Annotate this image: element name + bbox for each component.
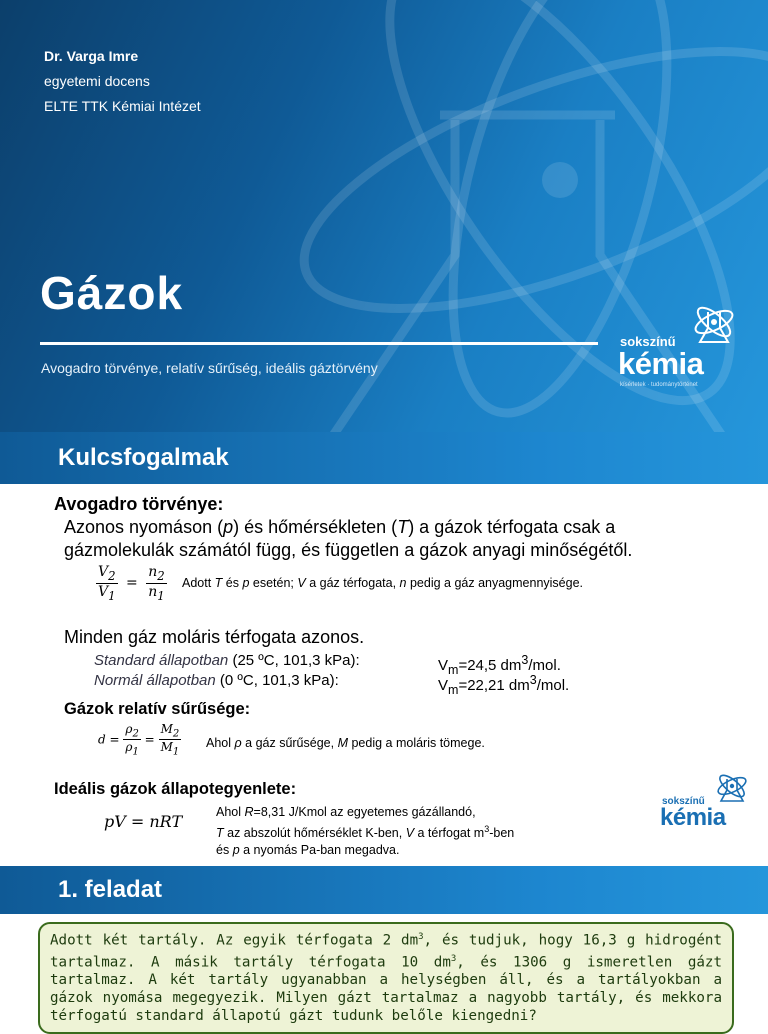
molar-norm-cond: (0 ºC, 101,3 kPa): — [215, 672, 339, 689]
ig-l2sup: 3 — [484, 824, 490, 834]
f-n1s: 1 — [157, 588, 165, 603]
rd-M2: M — [160, 722, 173, 736]
logo-line2: kémia — [618, 346, 704, 381]
logo-line1: sokszínű — [620, 334, 676, 349]
molar-norm-unit: /mol. — [536, 677, 570, 694]
avogadro-formula — [96, 564, 167, 603]
task1-text-3: , és 1306 g ismeretlen gázt tartalmaz. A két tartály ugyanabban a helységben áll, és a tartályokban a gázok nyomása megegyezik. Milyen gázt tartalmaz a nagyobb tartály, és mekkora térfogatú standard állapotú gázt tudunk belőle kiengedni? — [50, 954, 722, 1025]
logo-small-line2: kémia — [660, 804, 726, 831]
rd-eq1: = — [109, 732, 120, 747]
rd-note-c: pedig a moláris tömege. — [348, 736, 485, 750]
molar-std-cond: (25 ºC, 101,3 kPa): — [228, 652, 360, 669]
molar-std-rest: =24,5 dm — [458, 657, 522, 674]
author-block — [44, 44, 201, 119]
ideal-gas-heading: Ideális gázok állapotegyenlete: — [54, 780, 297, 798]
sokszinu-kemia-logo — [616, 300, 736, 392]
f-n2s: 2 — [157, 568, 165, 583]
avogadro-text — [64, 516, 754, 562]
rd-M1: M — [160, 740, 173, 755]
molar-norm-rest: =22,21 dm — [458, 677, 530, 694]
note-c: esetén; — [249, 576, 298, 590]
avogadro-text-a: Azonos nyomáson ( — [64, 517, 224, 537]
note-d: a gáz térfogata, — [305, 576, 400, 590]
section-header-key-concepts — [0, 432, 768, 484]
logo-tagline: kísérletek · tudománytörténet — [620, 382, 698, 388]
note-n: n — [399, 576, 407, 590]
ig-l2b: a térfogat m — [414, 826, 485, 841]
note-a: Adott — [182, 576, 215, 590]
rd-M2s: 2 — [172, 728, 180, 740]
rd-eq2: = — [144, 732, 155, 747]
ideal-gas-formula: pV = nRT — [104, 812, 183, 831]
section-header-task1 — [0, 866, 768, 914]
molar-standard-row — [94, 650, 360, 671]
molar-std-v: V — [438, 657, 449, 674]
author-name: Dr. Varga Imre — [44, 48, 139, 64]
note-b: és — [222, 576, 243, 590]
f-eq: = — [126, 575, 138, 592]
molar-norm-label: Normál állapotban — [94, 672, 216, 689]
rd-note-M: M — [337, 736, 348, 750]
ig-l2c: -ben — [489, 826, 515, 841]
ig-l2V: V — [405, 826, 415, 841]
ideal-gas-note — [216, 804, 514, 859]
ig-l1b: =8,31 J/Kmol az egyetemes gázállandó, — [253, 805, 476, 819]
note-p: p — [242, 576, 250, 590]
title-divider — [40, 342, 598, 345]
avogadro-var-T: T — [397, 517, 409, 537]
rd-note-b: a gáz sűrűsége, — [241, 736, 338, 750]
page-subtitle: Avogadro törvénye, relatív sűrűség, ideális gáztörvény — [41, 360, 378, 376]
page-title: Gázok — [40, 267, 184, 319]
logo-small-line1: sokszínű — [662, 796, 705, 807]
relative-density-heading: Gázok relatív sűrűsége: — [64, 700, 251, 718]
relative-density-note — [206, 736, 485, 750]
f-v2: V — [98, 564, 109, 580]
section-title-task1: 1. feladat — [58, 876, 163, 903]
task1-text-2: , és tudjuk, hogy 16,3 g hidrogént tartalmaz. A másik tartály térfogata 10 dm — [50, 932, 722, 971]
f-n1: n — [148, 583, 158, 600]
cover-hero — [0, 0, 768, 432]
rd-d: d — [98, 732, 106, 747]
avogadro-text-c: ) a gázok térfogata csak a — [408, 517, 616, 537]
rd-rho1: ρ — [125, 740, 133, 755]
molar-norm-v: V — [438, 677, 449, 694]
ig-l3p: p — [232, 843, 240, 858]
f-v1: V — [98, 583, 109, 600]
rd-M1s: 1 — [172, 746, 180, 758]
avogadro-note — [182, 576, 583, 590]
section-title-key-concepts: Kulcsfogalmak — [58, 444, 229, 471]
avogadro-var-p: p — [223, 517, 234, 537]
ig-l3a: és — [216, 843, 233, 858]
molar-norm-sup: 3 — [529, 673, 537, 687]
ig-l2T: T — [216, 826, 224, 841]
author-role: egyetemi docens — [44, 73, 150, 89]
f-v2s: 2 — [108, 568, 116, 583]
molar-norm-sub: m — [448, 683, 459, 697]
rd-note-rho: ρ — [234, 736, 242, 750]
note-e: pedig a gáz anyagmennyisége. — [406, 576, 583, 590]
avogadro-heading: Avogadro törvénye: — [54, 494, 224, 514]
rd-rho1s: 1 — [132, 746, 139, 758]
rd-rho2s: 2 — [132, 728, 139, 740]
f-v1s: 1 — [108, 588, 116, 603]
f-n2: n — [148, 564, 158, 580]
rd-rho2: ρ — [125, 722, 133, 736]
molar-normal-row — [94, 670, 339, 691]
task1-box — [38, 922, 734, 1034]
ig-l1a: Ahol — [216, 805, 245, 819]
ig-l1R: R — [244, 805, 254, 819]
avogadro-text-b: ) és hőmérsékleten ( — [233, 517, 398, 537]
task1-sup-2: 3 — [450, 953, 457, 964]
note-T: T — [214, 576, 223, 590]
molar-normal-value — [438, 670, 569, 701]
molar-std-unit: /mol. — [528, 657, 561, 674]
task1-sup-1: 3 — [418, 932, 424, 942]
rd-note-a: Ahol — [206, 736, 235, 750]
molar-std-label: Standard állapotban — [94, 652, 229, 669]
ig-l2a: az abszolút hőmérséklet K-ben, — [223, 826, 406, 841]
note-V: V — [297, 576, 306, 590]
molar-std-sub: m — [448, 663, 459, 677]
relative-density-formula — [98, 722, 181, 758]
author-affiliation: ELTE TTK Kémiai Intézet — [44, 98, 201, 114]
molar-heading: Minden gáz moláris térfogata azonos. — [64, 627, 365, 647]
ig-l3b: a nyomás Pa-ban megadva. — [239, 843, 400, 858]
avogadro-text-line2: gázmolekulák számától függ, és független a gázok anyagi minőségétől. — [64, 540, 633, 560]
sokszinu-kemia-logo-small — [660, 770, 750, 834]
molar-std-sup: 3 — [521, 653, 529, 667]
task1-text-1: Adott két tartály. Az egyik térfogata 2 dm — [50, 932, 419, 949]
